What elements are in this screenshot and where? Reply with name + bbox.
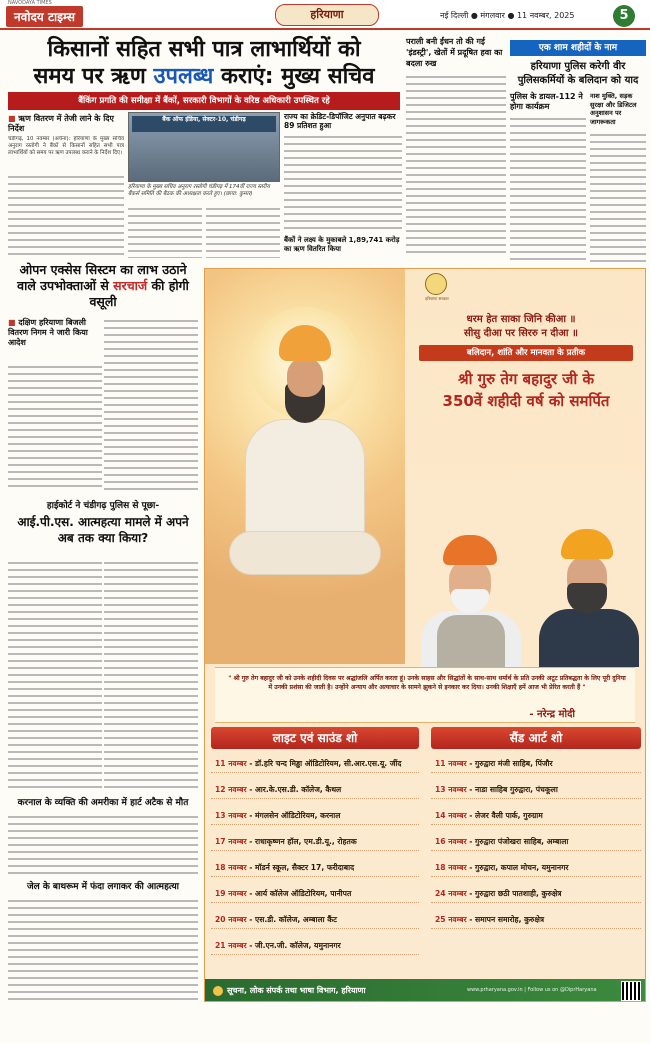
jail-text [8, 898, 198, 1002]
lead-col3-text [206, 206, 280, 258]
leader2-turban [561, 529, 613, 559]
lead-headline-part: कराएं: मुख्य सचिव [221, 64, 375, 89]
pm-quote-text: " श्री गुरु तेग बहादुर जी को उनके शहीदी दिवस पर श्रद्धांजलि अर्पित करता हूं। उनके साहस और सिद्धांतों के साथ-साथ धर्मार्थ के प्रति उनकी अटूट प्रतिबद्धता के लिए पूरी दुनिया में उनकी प्रशंसा की जाती है। उन्होंने अन्याय और अत्याचार के सामने झुकने से इनकार कर दिया। उनकी शिक्षाएँ हमें आज भी प्रेरित करती हैं " [228, 675, 626, 691]
schedule-row: 13 नवम्बर - मंगलसेन ऑडिटोरियम, करनाल [211, 807, 419, 825]
paper-tagline: NAVODAYA TIMES [8, 0, 52, 6]
guru-lap [229, 531, 381, 575]
schedule-date: 11 नवम्बर [215, 759, 247, 768]
schedule-venue: जी.एन.जी. कॉलेज, यमुनानगर [255, 941, 341, 950]
ad-footer [205, 979, 646, 1002]
ad-footer-social-links: www.prharyana.gov.in | Follow us on @DiprHaryana [467, 987, 597, 993]
lead-headline-line2 [8, 63, 400, 90]
guru-robe [245, 419, 365, 539]
schedule-row: 24 नवम्बर - गुरुद्वारा छठी पातशाही, कुरुक्षेत्र [431, 885, 641, 903]
police-headline: हरियाणा पुलिस करेगी वीर पुलिसकर्मियों के बलिदान को याद [517, 61, 639, 86]
ad-title-banner [405, 345, 646, 535]
light-sound-show-heading: लाइट एवं साउंड शो [211, 727, 419, 749]
lead-headline [8, 36, 400, 90]
schedule-venue: गुरुद्वारा मंजी साहिब, पिंजौर [475, 759, 553, 768]
leader1-jacket [437, 615, 505, 667]
leader1-turban [443, 535, 497, 565]
police-band: एक शाम शहीदों के नाम [510, 40, 646, 56]
open-access-headline [8, 262, 198, 310]
schedule-date: 13 नवम्बर [435, 785, 467, 794]
open-access-highlight: सरचार्ज [113, 278, 148, 293]
schedule-row: 21 नवम्बर - जी.एन.जी. कॉलेज, यमुनानगर [211, 937, 419, 955]
schedule-date: 20 नवम्बर [215, 915, 247, 924]
ad-title-line2: 350वें शहीदी वर्ष को समर्पित [442, 392, 610, 410]
ad-footer-department: सूचना, लोक संपर्क तथा भाषा विभाग, हरियाणा [227, 986, 366, 995]
schedule-venue: गुरुद्वारा छठी पातशाही, कुरुक्षेत्र [475, 889, 562, 898]
open-access-headline-part: ओपन एक्सेस सिस्टम का लाभ उठाने वाले उपभोक्ताओं से [17, 262, 187, 293]
schedule-date: 18 नवम्बर [215, 863, 247, 872]
lead-bullet-heading: ■ ऋण वितरण में तेजी लाने के दिए निर्देश [8, 114, 124, 134]
high-court-text-col1 [8, 560, 102, 792]
schedule-date: 19 नवम्बर [215, 889, 247, 898]
open-access-text-col2 [104, 318, 198, 492]
emblem-label: हरियाणा सरकार [425, 296, 449, 301]
schedule-date: 12 नवम्बर [215, 785, 247, 794]
police-subhead: पुलिस के डायल-112 ने होगा कार्यक्रम [510, 92, 583, 111]
schedule-date: 18 नवम्बर [435, 863, 467, 872]
high-court-kicker: हाईकोर्ट ने चंडीगढ़ पुलिस से पूछा- [46, 501, 160, 511]
schedule-date: 14 नवम्बर [435, 811, 467, 820]
schedule-venue: आर.के.एस.डी. कॉलेज, कैथल [255, 785, 342, 794]
schedule-venue: एस.डी. कॉलेज, अम्बाला कैंट [255, 915, 337, 924]
schedule-row: 11 नवम्बर - गुरुद्वारा मंजी साहिब, पिंजौर [431, 755, 641, 773]
schedule-row: 11 नवम्बर - डॉ.हरि चन्द मिड्ढा ऑडिटोरियम, सी.आर.एस.यू. जींद [211, 755, 419, 773]
stubble-story-headline: पराली बनी ईंधन तो की गई 'इंडस्ट्री', खेतों में प्रदूषित हवा का बदला रुख [406, 37, 503, 68]
schedule-row: 16 नवम्बर - गुरुद्वारा पंजोखरा साहिब, अम्बाला [431, 833, 641, 851]
awareness-story-text [590, 132, 646, 262]
schedule-venue: मॉडर्न स्कूल, सैक्टर 17, फरीदाबाद [255, 863, 355, 872]
leader1-beard [451, 589, 489, 613]
jail-headline: जेल के बाथरूम में फंदा लगाकर की आत्महत्या [26, 882, 180, 892]
pm-quote-box [215, 667, 635, 723]
schedule-venue: राधाकृष्णन हॉल, एम.डी.यू., रोहतक [255, 837, 357, 846]
ad-couplet-line1: धरम हेत साका जिनि कीआ ॥ [466, 314, 576, 325]
sand-art-show-heading: सैंड आर्ट शो [431, 727, 641, 749]
schedule-row: 25 नवम्बर - समापन समारोह, कुरुक्षेत्र [431, 911, 641, 929]
credit-deposit-headline: राज्य का क्रेडिट-डिपॉजिट अनुपात बढ़कर 89 प्रतिशत हुआ [284, 112, 396, 130]
photo-banner-text: बैंक ऑफ इंडिया, सेक्टर-10, चंडीगढ़ [132, 116, 276, 132]
ad-couplet-line2: सीसु दीआ पर सिररु न दीआ ॥ [464, 328, 578, 339]
pm-quote-signature: - नरेन्द्र मोदी [529, 709, 575, 720]
leaders-photo [411, 515, 645, 667]
ad-tagline: बलिदान, शांति और मानवता के प्रतीक [419, 345, 633, 361]
page-number: 5 [613, 5, 635, 27]
open-access-bullet: ■ दक्षिण हरियाणा बिजली वितरण निगम ने जारी किया आदेश [8, 318, 102, 348]
qr-code-icon [621, 981, 641, 1001]
section-title: हरियाणा [275, 4, 379, 26]
schedule-row: 18 नवम्बर - गुरुद्वारा, कपाल मोचन, यमुनानगर [431, 859, 641, 877]
karnal-text [8, 814, 198, 878]
schedule-venue: लेजर वैली पार्क, गुरुग्राम [475, 811, 543, 820]
high-court-headline-main: आई.पी.एस. आत्महत्या मामले में अपने अब तक क्या किया? [17, 515, 189, 545]
karnal-headline: करनाल के व्यक्ति की अमरीका में हार्ट अटैक से मौत [17, 798, 189, 808]
schedule-date: 21 नवम्बर [215, 941, 247, 950]
schedule-venue: डॉ.हरि चन्द मिड्ढा ऑडिटोरियम, सी.आर.एस.यू. जींद [255, 759, 402, 768]
schedule-row: 13 नवम्बर - नाडा साहिब गुरुद्वारा, पंचकूला [431, 781, 641, 799]
guru-tegh-bahadur-advertisement [204, 268, 646, 1002]
guru-face [287, 357, 323, 397]
high-court-headline [8, 498, 198, 546]
schedule-date: 25 नवम्बर [435, 915, 467, 924]
high-court-text-col2 [104, 560, 198, 792]
lead-headline-line1: किसानों सहित सभी पात्र लाभार्थियों को [47, 37, 361, 62]
lead-headline-highlight: उपलब्ध [153, 64, 214, 89]
schedule-venue: गुरुद्वारा पंजोखरा साहिब, अम्बाला [475, 837, 569, 846]
schedule-venue: गुरुद्वारा, कपाल मोचन, यमुनानगर [475, 863, 569, 872]
schedule-venue: समापन समारोह, कुरुक्षेत्र [475, 915, 545, 924]
lead-body-text [8, 174, 124, 258]
schedule-row: 20 नवम्बर - एस.डी. कॉलेज, अम्बाला कैंट [211, 911, 419, 929]
schedule-row: 19 नवम्बर - आर्य कॉलेज ऑडिटोरियम, पानीपत [211, 885, 419, 903]
schedule-date: 24 नवम्बर [435, 889, 467, 898]
schedule-date: 11 नवम्बर [435, 759, 467, 768]
loan-distribution-headline: बैंकों ने लक्ष्य के मुकाबले 1,89,741 करोड़ का ऋण वितरित किया [284, 236, 400, 253]
schedule-row: 17 नवम्बर - राधाकृष्णन हॉल, एम.डी.यू., रोहतक [211, 833, 419, 851]
haryana-emblem-icon [425, 273, 447, 295]
open-access-headline-part: की होगी वसूली [89, 278, 189, 309]
show-schedules [205, 727, 646, 979]
awareness-subhead: नाश मुक्ति, सड़क सुरक्षा और डिजिटल अनुशासन पर जागरूकता [590, 92, 637, 126]
leader2-body [539, 609, 639, 667]
schedule-venue: मंगलसेन ऑडिटोरियम, करनाल [255, 811, 341, 820]
newspaper-logo: नवोदय टाइम्स [6, 6, 83, 27]
stubble-story-text [406, 74, 506, 258]
lead-headline-part: समय पर ऋण [33, 64, 146, 89]
dateline: नई दिल्ली ● मंगलवार ● 11 नवम्बर, 2025 [440, 11, 575, 20]
police-story-text [510, 116, 586, 262]
schedule-date: 13 नवम्बर [215, 811, 247, 820]
schedule-date: 17 नवम्बर [215, 837, 247, 846]
credit-deposit-text [284, 134, 402, 232]
open-access-text-col1 [8, 364, 102, 492]
schedule-row: 14 नवम्बर - लेजर वैली पार्क, गुरुग्राम [431, 807, 641, 825]
schedule-venue: आर्य कॉलेज ऑडिटोरियम, पानीपत [255, 889, 352, 898]
info-dept-icon [213, 986, 223, 996]
schedule-row: 12 नवम्बर - आर.के.एस.डी. कॉलेज, कैथल [211, 781, 419, 799]
schedule-row: 18 नवम्बर - मॉडर्न स्कूल, सैक्टर 17, फरीदाबाद [211, 859, 419, 877]
masthead [0, 0, 650, 30]
schedule-venue: नाडा साहिब गुरुद्वारा, पंचकूला [475, 785, 558, 794]
lead-col2-text [128, 206, 202, 258]
lead-intro-text: चंडीगढ़, 10 नवम्बर (अर्चना): हरियाणा के मुख्य सचिव अनुराग रस्तोगी ने बैंकों से किसानों सहित सभी पात्र लाभार्थियों को समय पर ऋण उपलब्ध कराने के निर्देश दिए। [8, 136, 124, 156]
lead-deck: बैंकिंग प्रगति की समीक्षा में बैंकों, सरकारी विभागों के वरिष्ठ अधिकारी उपस्थित रहे [8, 92, 400, 110]
photo-caption: हरियाणा के मुख्य सचिव अनुराग रस्तोगी चंडीगढ़ में 174वीं राज्य स्तरीय बैंकर्स समिति की बैठक की अध्यक्षता करते हुए। (छाया: कुमार) [128, 184, 270, 197]
schedule-date: 16 नवम्बर [435, 837, 467, 846]
ad-title-line1: श्री गुरु तेग बहादुर जी के [457, 370, 595, 388]
